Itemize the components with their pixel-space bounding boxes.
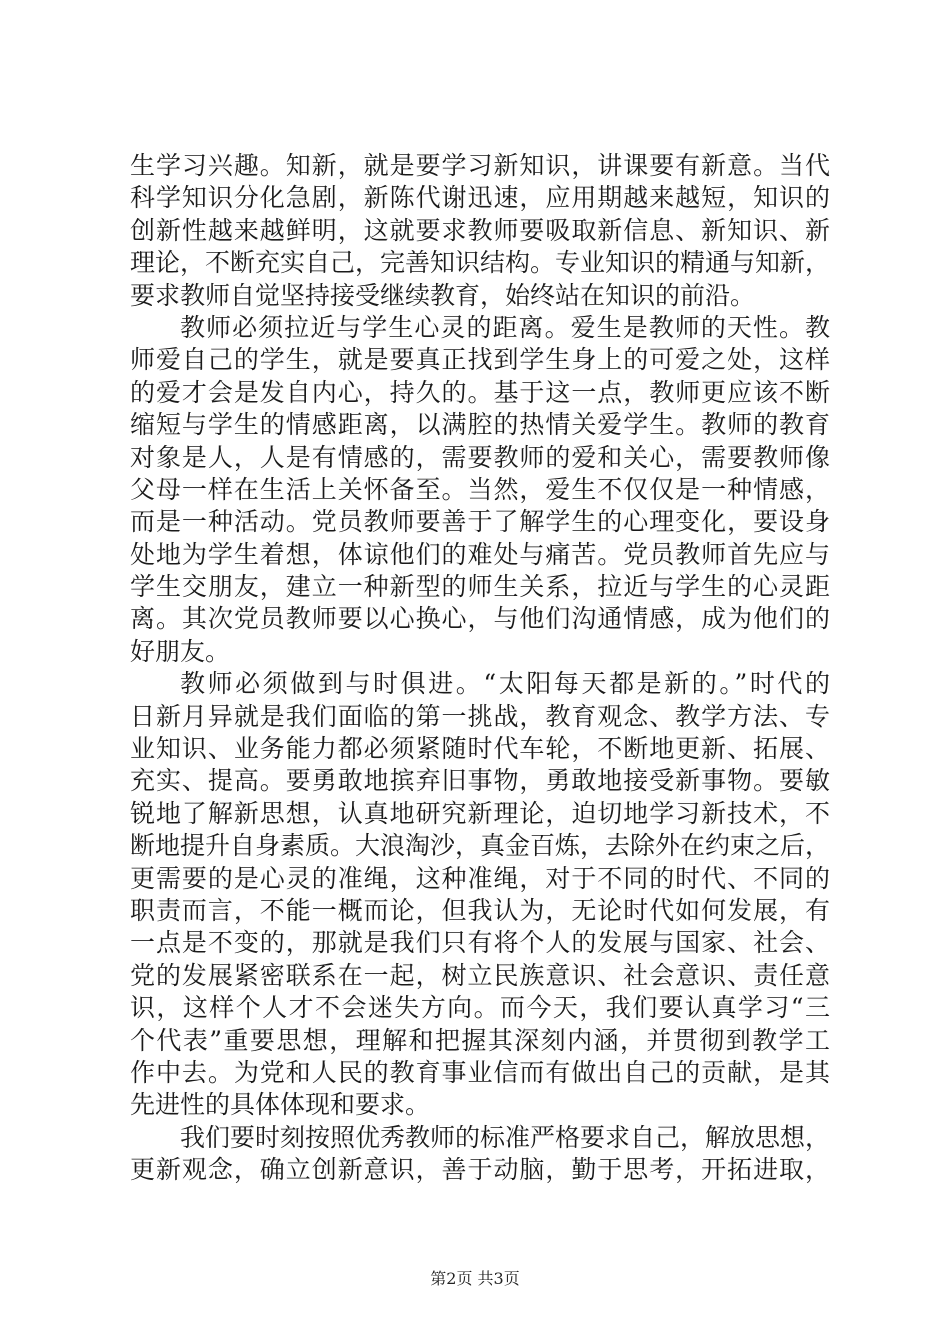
text-line: 科学知识分化急剧，新陈代谢迅速，应用期越来越短，知识的 [130,183,830,213]
text-line: 业知识、业务能力都必须紧随时代车轮，不断地更新、拓展、 [130,734,830,764]
text-line: 识，这样个人才不会迷失方向。而今天，我们要认真学习“三 [130,993,830,1023]
text-line: 教师必须做到与时俱进。“太阳每天都是新的。”时代的 [180,669,830,699]
text-line: 党的发展紧密联系在一起，树立民族意识、社会意识、责任意 [130,960,830,990]
text-line: 充实、提高。要勇敢地摈弃旧事物，勇敢地接受新事物。要敏 [130,766,830,796]
text-line: 缩短与学生的情感距离，以满腔的热情关爱学生。教师的教育 [130,410,830,440]
page-footer: 第2页 共3页 [430,1269,520,1288]
text-line: 作中去。为党和人民的教育事业信而有做出自己的贡献，是其 [130,1057,830,1087]
text-line: 要求教师自觉坚持接受继续教育，始终站在知识的前沿。 [130,280,756,310]
text-line: 更需要的是心灵的准绳，这种准绳，对于不同的时代、不同的 [130,863,830,893]
text-line: 一点是不变的，那就是我们只有将个人的发展与国家、社会、 [130,928,830,958]
text-line: 职责而言，不能一概而论，但我认为，无论时代如何发展，有 [130,895,830,925]
text-line: 创新性越来越鲜明，这就要求教师要吸取新信息、新知识、新 [130,215,830,245]
text-line: 日新月异就是我们面临的第一挑战，教育观念、教学方法、专 [130,701,830,731]
text-line: 断地提升自身素质。大浪淘沙，真金百炼，去除外在约束之后， [130,831,831,861]
text-line: 生学习兴趣。知新，就是要学习新知识，讲课要有新意。当代 [130,151,830,180]
text-line: 我们要时刻按照优秀教师的标准严格要求自己，解放思想， [180,1122,831,1152]
body-text [130,150,830,1187]
text-line: 师爱自己的学生，就是要真正找到学生身上的可爱之处，这样 [130,345,830,375]
text-line: 理论，不断充实自己，完善知识结构。专业知识的精通与知新， [130,248,831,278]
text-line: 先进性的具体体现和要求。 [130,1090,431,1120]
text-line: 父母一样在生活上关怀备至。当然，爱生不仅仅是一种情感， [130,474,830,504]
text-line: 个代表”重要思想，理解和把握其深刻内涵，并贯彻到教学工 [130,1025,830,1055]
text-line: 锐地了解新思想，认真地研究新理论，迫切地学习新技术，不 [130,798,830,828]
text-line: 离。其次党员教师要以心换心，与他们沟通情感，成为他们的 [130,604,830,634]
text-line: 对象是人，人是有情感的，需要教师的爱和关心，需要教师像 [130,442,830,472]
text-line: 学生交朋友，建立一种新型的师生关系，拉近与学生的心灵距 [130,572,830,602]
text-line: 的爱才会是发自内心，持久的。基于这一点，教师更应该不断 [130,377,830,407]
text-line: 教师必须拉近与学生心灵的距离。爱生是教师的天性。教 [180,312,830,342]
text-line: 更新观念，确立创新意识，善于动脑，勤于思考，开拓进取， [130,1155,830,1185]
text-line: 而是一种活动。党员教师要善于了解学生的心理变化，要设身 [130,507,830,537]
text-line: 处地为学生着想，体谅他们的难处与痛苦。党员教师首先应与 [130,539,830,569]
text-line: 好朋友。 [130,636,231,666]
